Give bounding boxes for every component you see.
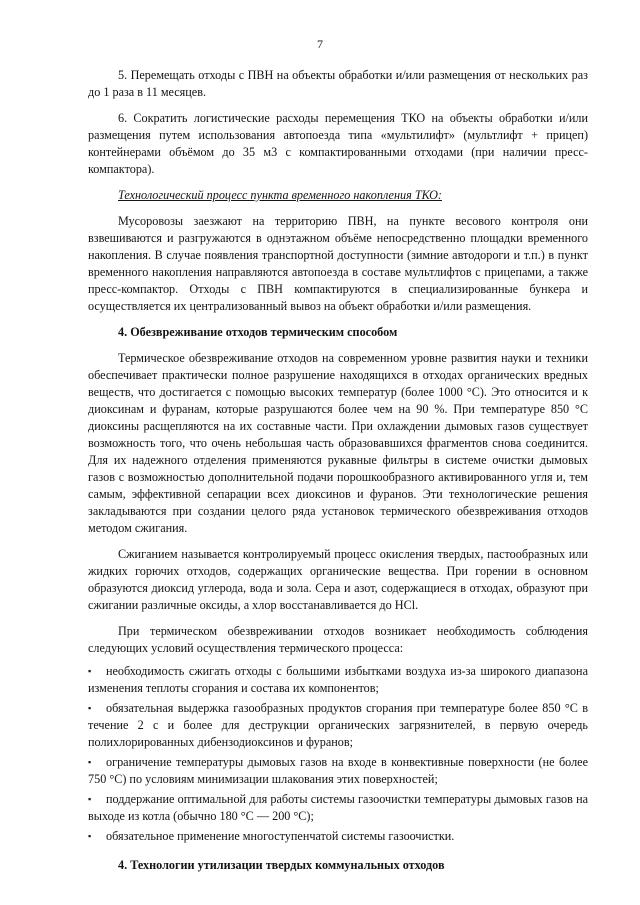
paragraph-thermal-intro: Термическое обезвреживание отходов на современном уровне развития науки и техники обеспечивает практически полное разрушение находящихся в отходах органических вредных веществ, что достигается с помощью высоких температур (более 1000 °С). Это относится и к диоксинам и фуранам, которые разрушаются более чем на 90 %. При температуре 850 °С диоксины расщепляются на их составные части. При охлаждении дымовых газов существует возможность того, что очень небольшая часть образовавшихся фрагментов снова соединится. Для их надежного отделения применяются рукавные фильтры в системе очистки дымовых газов с возможностью дополнительной подачи порошкообразного активированного угля и, тем самым, эффективной сепарации всех диоксинов и фуранов. Эти технологические решения закладываются при создании целого ряда установок термического обезвреживания отходов методом сжигания. [88, 351, 588, 535]
list-item: ▪ поддержание оптимальной для работы системы газоочистки температуры дымовых газов на выходе из котла (обычно 180 °С — 200 °С); [88, 792, 588, 823]
page-body [88, 67, 588, 883]
paragraph-conditions: При термическом обезвреживании отходов возникает необходимость соблюдения следующих условий осуществления термического процесса: [88, 624, 588, 655]
bullet-icon: ▪ [88, 831, 92, 841]
list-item: ▪ обязательное применение многоступенчатой системы газоочистки. [88, 829, 455, 843]
bullet-icon: ▪ [88, 757, 92, 767]
section-heading-utilization: 4. Технологии утилизации твердых коммунальных отходов [118, 858, 445, 872]
process-paragraph: Мусоровозы заезжают на территорию ПВН, на пункте весового контроля они взвешиваются и разгружаются в однэтажном объёме непосредственно площадки временного накопления. В случае появления транспортной доступности (зимние автодороги и т.п.) в пункт временного накопления направляются автопоезда в составе мультлифтов с прицепами, а также пресс-компактор. Отходы с ПВН компактируются в специализированные бункера и осуществляется их централизованный вывоз на объект обработки и/или размещения. [88, 214, 588, 313]
list-item-6: 6. Сократить логистические расходы перемещения ТКО на объекты обработки и/или размещения путем использования автопоезда типа «мультилифт» (мультлифт + прицеп) контейнерами объёмом до 35 м3 с компактированными отходами (при наличии пресс-компактора). [88, 111, 588, 176]
paragraph-combustion: Сжиганием называется контролируемый процесс окисления твердых, пастообразных или жидких горючих отходов, содержащих органические вещества. При горении в основном образуются диоксид углерода, вода и зола. Сера и азот, содержащиеся в отходах, образуют при сжигании различные оксиды, а хлор восстанавливается до HCl. [88, 547, 588, 612]
conditions-list [88, 663, 588, 845]
bullet-icon: ▪ [88, 666, 92, 676]
list-item-5: 5. Перемещать отходы с ПВН на объекты обработки и/или размещения от нескольких раз до 1 раза в 11 месяцев. [88, 68, 588, 99]
process-subheading: Технологический процесс пункта временного накопления ТКО: [118, 188, 442, 202]
list-item: ▪ ограничение температуры дымовых газов на входе в конвективные поверхности (не более 750 °С) по условиям минимизации шлакования этих поверхностей; [88, 755, 588, 786]
section-heading-thermal: 4. Обезвреживание отходов термическим способом [118, 325, 398, 339]
list-item: ▪ необходимость сжигать отходы с большими избытками воздуха из-за широкого диапазона изменения теплоты сгорания и состава их компонентов; [88, 664, 588, 695]
list-item: ▪ обязательная выдержка газообразных продуктов сгорания при температуре более 850 °С в течение 2 с и более для деструкции органических загрязнителей, в первую очередь полихлорированных дибензодиоксинов и фуранов; [88, 701, 588, 749]
page-number: 7 [317, 37, 323, 51]
bullet-icon: ▪ [88, 703, 92, 713]
bullet-icon: ▪ [88, 794, 92, 804]
